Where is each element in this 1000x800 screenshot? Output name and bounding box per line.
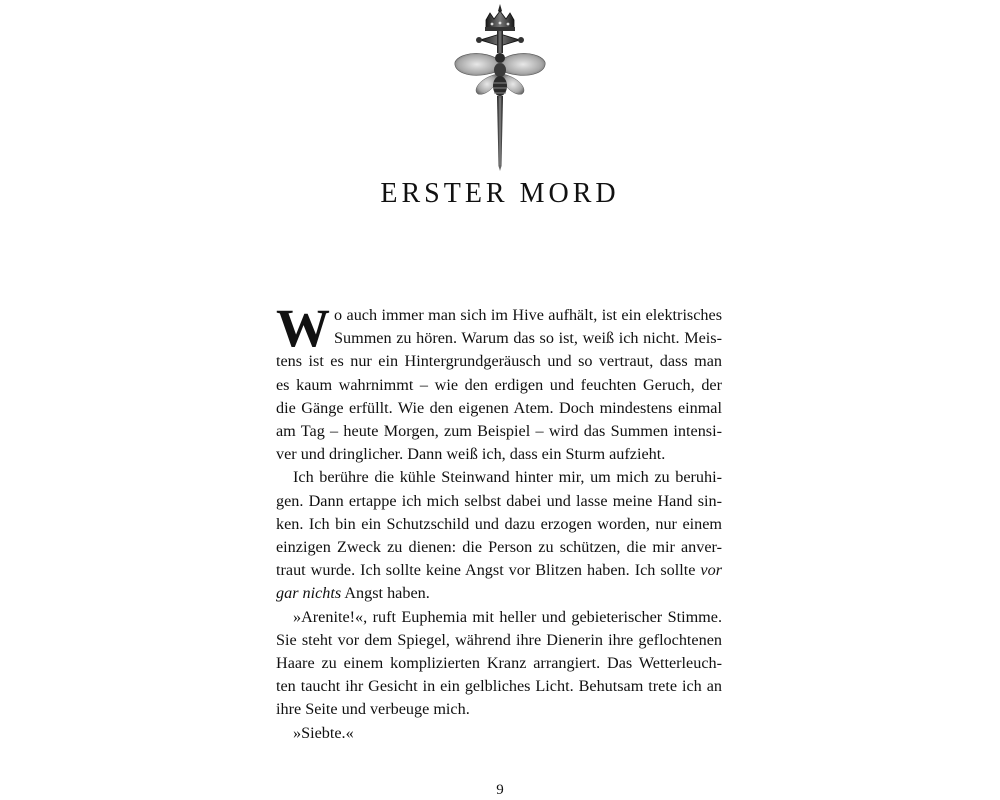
text-line: »Arenite!«, ruft Euphemia mit heller und gebieterischer Stimme. <box>293 607 722 626</box>
text-line: gen. Dann ertappe ich mich selbst dabei und lasse meine Hand sin- <box>276 491 722 510</box>
text-line: die Gänge erfüllt. Wie den eigenen Atem. Doch mindestens einmal <box>276 398 722 417</box>
text-line: »Siebte.« <box>293 723 354 742</box>
chapter-title: ERSTER MORD <box>380 178 620 209</box>
text-line: am Tag – heute Morgen, zum Beispiel – wird das Summen intensi- <box>276 422 722 441</box>
text-line: Ich berühre die kühle Steinwand hinter mir, um mich zu beruhi- <box>293 468 722 487</box>
crowned-sword-wasp-icon <box>450 0 550 172</box>
text-run: traut wurde. Ich sollte keine Angst vor Blitzen haben. Ich sollte <box>276 561 701 580</box>
text-line: Sie steht vor dem Spiegel, während ihre Dienerin ihre geflochtenen <box>276 630 722 649</box>
text-line: es kaum wahrnimmt – wie den erdigen und feuchten Geruch, der <box>276 375 722 394</box>
text-line <box>276 582 722 605</box>
paragraph <box>276 298 722 466</box>
text-line: ken. Ich bin ein Schutzschild und dazu erzogen worden, nur einem <box>276 514 722 533</box>
paragraph <box>276 466 722 605</box>
text-line: Haare zu einem komplizierten Kranz arrangiert. Das Wetterleuch- <box>276 654 722 673</box>
text-line: tens ist es nur ein Hintergrundgeräusch und so vertraut, dass man <box>276 352 722 371</box>
paragraph <box>276 606 722 722</box>
paragraph <box>276 722 722 745</box>
text-line <box>276 559 722 582</box>
text-line: ten taucht ihr Gesicht in ein gelbliches Licht. Behutsam trete ich an <box>276 677 722 696</box>
text-line: Summen zu hören. Warum das so ist, weiß ich nicht. Meis- <box>334 329 722 348</box>
body-text <box>276 298 722 745</box>
text-line: ihre Seite und verbeuge mich. <box>276 700 470 719</box>
text-line: einzigen Zweck zu dienen: die Person zu schützen, die mir anver- <box>276 538 722 557</box>
drop-cap: W <box>276 298 330 358</box>
text-line: o auch immer man sich im Hive aufhält, ist ein elektrisches <box>334 306 722 324</box>
text-line: ver und dringlicher. Dann weiß ich, dass ein Sturm aufzieht. <box>276 445 666 464</box>
italic-text: gar nichts <box>276 584 342 603</box>
page-number: 9 <box>496 782 504 798</box>
text-run: Angst haben. <box>341 584 430 603</box>
italic-text: vor <box>700 561 722 580</box>
